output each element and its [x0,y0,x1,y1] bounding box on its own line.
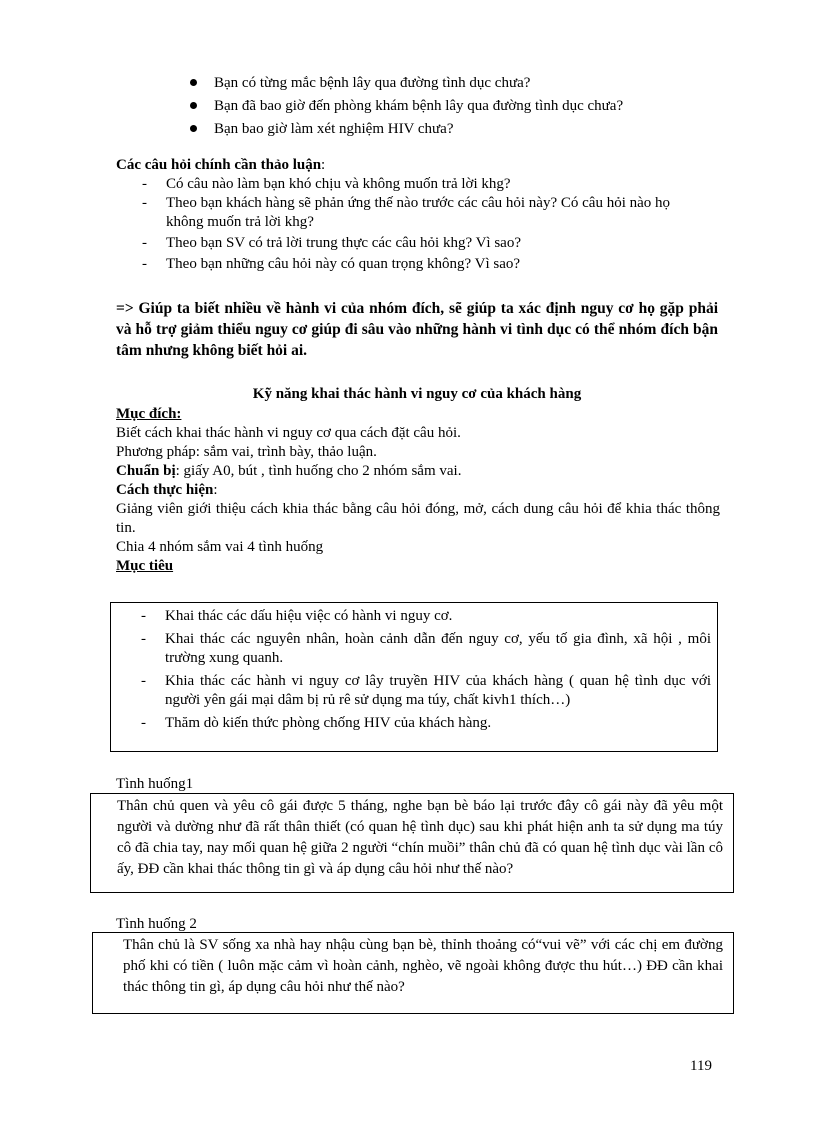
list-item: Bạn bao giờ làm xét nghiệm HIV chưa? [190,119,750,142]
main-questions-section [116,156,726,274]
main-questions-list [142,175,702,274]
objectives-label: Mục tiêu [116,558,174,574]
list-item: - Khai thác các nguyên nhân, hoàn cảnh dẫn đến nguy cơ, yếu tố gia đình, xã hội , môi trường xung quanh. [141,630,711,666]
list-item: - Theo bạn những câu hỏi này có quan trọng không? Vì sao? [142,256,521,272]
list-item: Bạn có từng mắc bệnh lây qua đường tình dục chưa? [190,73,750,96]
method-text: Giảng viên giới thiệu cách khia thác bằng câu hỏi đóng, mở, cách dung câu hỏi để khia thác thông tin. [116,501,720,536]
bullet-dot-icon [190,125,197,132]
list-item: - Theo bạn SV có trả lời trung thực các câu hỏi khg? Vì sao? [142,235,521,251]
method-line: Phương pháp: sắm vai, trình bày, thảo luận. [116,444,377,460]
groups-line: Chia 4 nhóm sắm vai 4 tình huống [116,539,324,555]
purpose-label: Mục đích: [116,406,182,422]
list-item: - Khai thác các dấu hiệu việc có hành vi nguy cơ. [141,608,453,624]
purpose-line: Biết cách khai thác hành vi nguy cơ qua cách đặt câu hỏi. [116,425,461,441]
page-number: 119 [690,1058,712,1074]
list-item: Bạn đã bao giờ đến phòng khám bệnh lây qua đường tình dục chưa? [190,96,750,119]
activity-details [116,405,722,576]
list-item: - Thăm dò kiến thức phòng chống HIV của khách hàng. [141,714,492,731]
case1-box [90,793,734,893]
case2-box [92,932,734,1014]
intro-bullet-list [190,73,750,142]
case2-text: Thân chủ là SV sống xa nhà hay nhậu cùng bạn bè, thỉnh thoảng có“vui vẽ” với các chị em đường phố khi có tiền ( luôn mặc cảm vì hoàn cảnh, nghèo, vẽ ngoài không được thu hút…) ĐĐ cần khai thác thông tin gì, áp dụng câu hỏi như thế nào? [123,937,723,995]
main-questions-heading: Các câu hỏi chính cần thảo luận: [116,157,326,173]
method-heading: Cách thực hiện: [116,482,218,498]
case1-text: Thân chủ quen và yêu cô gái được 5 tháng, nghe bạn bè báo lại trước đây cô gái này đã yêu một người và dường như đã rất thân thiết (có quan hệ tình dục) sau khi phát hiện anh ta sử dụng ma túy cô đã chia tay, nay mối quan hệ giữa 2 người “chín muồi” thân chủ đã có quan hệ tình dục vài lần cô ấy, ĐĐ cần khai thác thông tin gì và áp dụng câu hỏi như thế nào? [117,798,723,877]
objectives-list [141,607,711,733]
list-item: - Theo bạn khách hàng sẽ phản ứng thế nào trước các câu hỏi này? Có câu hỏi nào họ không muốn trả lời khg? [142,195,671,230]
list-item: - Khia thác các hành vi nguy cơ lây truyền HIV của khách hàng ( quan hệ tình dục với người yên gái mại dâm bị rủ rê sử dụng ma túy, chất kivh1 thích…) [141,672,711,708]
bullet-dot-icon [190,102,197,109]
prep-line: Chuẩn bị: giấy A0, bút , tình huống cho 2 nhóm sắm vai. [116,463,462,479]
conclusion-paragraph: => Giúp ta biết nhiều về hành vi của nhóm đích, sẽ giúp ta xác định nguy cơ họ gặp phải và hỗ trợ giảm thiểu nguy cơ giúp đi sâu vào những hành vi tình dục có thể nhóm đích bận tâm nhưng không biết hỏi ai. [116,300,718,359]
list-item: - Có câu nào làm bạn khó chịu và không muốn trả lời khg? [142,176,511,192]
case1-title: Tình huống1 [116,776,194,792]
section-title: Kỹ năng khai thác hành vi nguy cơ của khách hàng [252,386,582,402]
case2-title: Tình huống 2 [116,916,197,932]
bullet-dot-icon [190,79,197,86]
objectives-box [110,602,718,752]
